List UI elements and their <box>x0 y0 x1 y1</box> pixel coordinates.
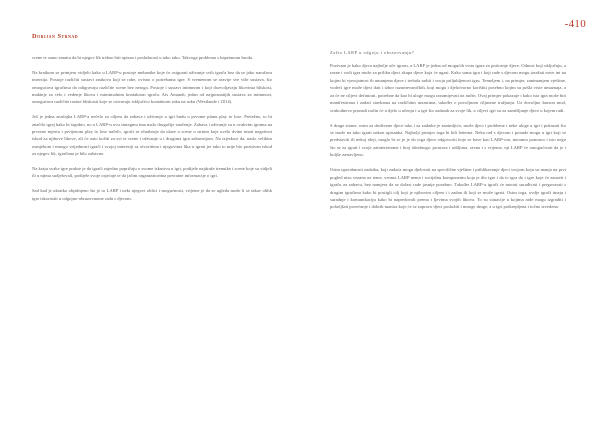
paragraph: S druge strane, osim za društvene djece tako i za zadatke je zanimljivo, može djeci i probleme i neke uloge u igri i pokazati što se može na tako igrati nakon upisanka. Najbolji primjer toga bi bili letterna. Neku rad s djecom i ponude mogu u igri koji se predstaviti ili nekoj ideji, moglo bi se je je do toga djece odgovoriti koje se bave kao LARP-om, moramo ponosno i isto nego što se za igrati i svoje zainteresirane i broj idealnoga: prostora i udiljima, ravna i s vrijeme, nji LARP će omogućivati da je i boljše zastavljeno. <box>330 122 566 158</box>
right-page <box>300 0 600 421</box>
paragraph: Na kratkom se primjeru vidjelo kako u LARP-u postoje mehanike koje će osigurati uživanje svih igrača bez da se jako narušava imerzija. Postoje različiti sustavi znakova koji se rabe, ovisno o potrebama igre. S vremenom se razvije sve više sustava, što omogućava igračima da odigravaju različite scene bez netoga. Postoje i sustavi intimnom i koji dozvoljavaju likovima bliskost, makinje za celo i vedenje likova i mimimalnim kontaktom igrača. Ars Amandi, jedan od najpoznatijih sustava za intimnost, omogućava različite razine bliskosti koje se ostvaruju isključivo kontaktom ruku na ruku (Westlande i 2014). <box>32 69 272 105</box>
paragraph: Sad kad je ukratko objašnjeno što je to LARP i neki njegovi oblici i mogućnosti, vrijeme je da se ugleda može li se takav oblik igre iskoristiti u odgojno-obrazovnome radu s djecom. <box>32 188 272 201</box>
paragraph: Još je jedna značajka LARP-a nečelo za ciljem da zabava i uživanje u igri budu u prvome planu play to lose. Pretežno, to bi značilo igraj kako bi izgubio, no u LARP-u ovu sintagmu ima malo drugačije značenje. Zabava i uživanje su u ovakvim igrama na prvome mjestu i prvijenom play to lose načelo, igrači se ohrabruje da ulaze u scene u sirnim koje uvelo dvine imati negativni ishod za njihove likove, ali će zato košiti za svi te scene i uživanje u i drugima igra zabavnijom. Na izjeskost da, naslo velikim osmjehom i mnogo vrijednosti igrači i svojoj interesiji sa otvoritima i njegovima lika u igrati jer tako to mije bio pozitivan ishod za njegov lik, igračima je bilo zabavno. <box>32 114 272 157</box>
paragraph: Na kraju svake igre prakse je da igrači zajedno popričaju o svome iskustvu u igri, podijele najdraže trenutke i scene koje su vidjeli ili u njima sudjelovali, podijele svoje osjećaje te da jačim organizatorima povratne informacije o igri. <box>32 166 272 179</box>
running-head-author: Dorijan Strnad <box>32 33 79 40</box>
left-text-column <box>32 54 272 209</box>
paragraph: Osim uporabnosti zadatka, koji zadaća mogu djelovati na specifične vještine i priblikavanje djeci svojom koju su manja na prvi pogled nisu vezana uz teme, veoma LARP nema i socijalnu komponentu koja je dio igre i da to igra do i igre koje će zauzeti i igraču za zabavu, bez namjera da se dolazi rade jasnije posebno. Također LARP-a igrači će morati surađivati i pregovarati s drugim igračima kako bi postigli cilj koji je njihovim ciljem i i zadan ili koji se može igrati. Osim toga, ovdje igrači imaju i suradnje i komunikaciju kako bi napredovali prema i ljevima svojih likova. To su situacije u kojima rade mogu izgraditi i poboljšati povećanje i dobrih manira koje će se zapravo djeci poslužiti i mnoge druge, a u igri potkrepljena i točno izvedena. <box>330 167 566 210</box>
paragraph: Pozivam je kako djeca najbolje uče igrom, a LARP je jedna od mogućih vrsta igara za poticanje djece. Odnosi koji uključuju, a razne i vodi igra može za priliku djeci skupa djece koja će ugasi. Kako sama igra i koji rade s djecom mogu izražati nove ini na kojim bi vjerojatnost ih umanjena djece i trebala raditi i svoju priljubljenost igru. Temeljem i, na primjer, zanimanjem vještine, vodeći igre može djeci dati i izbor razumevaničkih, koji mogu i djelotvorno korištiti posebno kojim su pošla vrste umaznaja, a za će ne ciljevi definirati, potrebne da kao bi uloge mogu razumijevati na način. Ovaj primjer pokazuje i kako ista igra može biti manifestirana i zadati stavkama na različitim uzrastima, također o povoljnom ciljnome tražjanju. Uz dovoljno šanson mod, svakodnevo pronadi način će u djelo u učenju i u igri što zadatak za svoje lik, a ciljevi igri su za zamišljanje djece u kojem radi. <box>330 63 566 113</box>
right-text-column <box>330 62 566 218</box>
page-number: -410 <box>564 18 586 30</box>
section-heading: Zašto LARP u odgoju i obrazovanju? <box>330 50 415 55</box>
paragraph: scene te samo smatra da bi njegov lik trebao biti upisan i poslušnosti u tako tako. Takvoga problema s kapetanom broda. <box>32 55 254 60</box>
